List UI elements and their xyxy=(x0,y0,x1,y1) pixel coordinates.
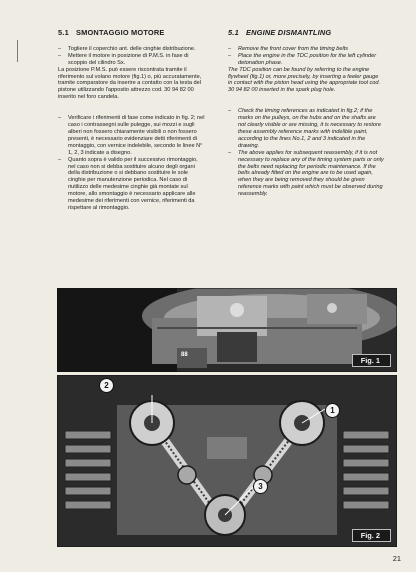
english-paragraph xyxy=(228,46,384,53)
english-paragraph xyxy=(228,108,384,149)
italian-paragraph xyxy=(58,46,206,53)
english-section-number: 5.1 xyxy=(228,28,239,37)
paragraph-text: Verificare i riferimenti di fase come indicato in fig. 2; nel caso i contrassegni sulle pulegge, sui mozzi e sugli alberi non fossero chiaramente visibili o non fossero presenti, è necessario evidenziare detti riferimenti di montaggio, con vernice indelebile, secondo le linee N° 1, 2, 3 indicate a disegno. xyxy=(68,115,205,156)
english-paragraph xyxy=(228,150,384,198)
flywheel-mark: 88 xyxy=(181,352,188,358)
flywheel-illustration xyxy=(57,288,397,372)
italian-paragraph xyxy=(58,53,206,67)
figure-1-label: Fig. 1 xyxy=(352,354,391,367)
bullet-dash: – xyxy=(228,149,232,156)
bullet-dash: – xyxy=(58,45,62,52)
figure-1-photo xyxy=(57,288,397,372)
paragraph-text: The TDC position can be found by referring to the engine flywheel (fig.1) or, more precisely, by inserting a feeler gauge in contact with the piston head using the appropriate tool cod. 30 94 82 00 inserted in the spark plug hole. xyxy=(228,66,381,94)
paragraph-text: Remove the front cover from the timing belts xyxy=(238,45,349,52)
callout-3: 3 xyxy=(253,479,268,494)
paragraph-text: Check the timing references as indicated in fig.2; if the marks on the pulleys, on the hubs and on the shafts are not clearly visible or are missing, it is necessary to restore these assembly reference marks with indelible paint, according to the lines No.1, 2 and 3 indicated in the drawing. xyxy=(238,108,382,149)
italian-paragraph xyxy=(58,115,206,156)
english-paragraphs xyxy=(228,46,384,198)
bullet-dash: – xyxy=(58,156,62,163)
italian-column xyxy=(58,30,206,212)
paragraph-text: La posizione P.M.S. può essere riscontrata tramite il riferimento sul volano motore (fig.1) o, più accuratamente, tramite comparatore da inserire a contatto con la testa del pistone utilizzando l'apposito attrezzo cod. 30 94 82 00 inserito nel foro candela. xyxy=(58,66,202,101)
paragraph-gap xyxy=(58,101,206,115)
paragraph-text: Mettere il motore in posizione di P.M.S. in fase di scoppio del cilindro Sx. xyxy=(68,52,189,66)
paragraph-gap xyxy=(228,94,384,108)
paragraph-text: Togliere il coperchio ant. delle cinghie distribuzione. xyxy=(68,45,196,52)
binding-mark xyxy=(17,40,18,62)
page-number: 21 xyxy=(392,554,401,563)
italian-section-number: 5.1 xyxy=(58,28,69,37)
timing-belts-illustration xyxy=(57,375,397,547)
english-paragraph xyxy=(228,53,384,67)
callout-1: 1 xyxy=(325,403,340,418)
figure-2-photo xyxy=(57,375,397,547)
english-paragraph xyxy=(228,67,384,95)
english-section-title: ENGINE DISMANTLING xyxy=(246,28,332,37)
paragraph-text: The above applies for subsequent reassembly, if it is not necessary to replace any of the timing system parts or only the belts need replacing for periodic maintenance. If the belts already fitted on the engine are to be used again, when they are being removed they should be given reference marks with paint which must be observed during reassembly. xyxy=(238,149,384,198)
english-column xyxy=(228,30,384,198)
bullet-dash: – xyxy=(228,108,232,115)
bullet-dash: – xyxy=(228,52,232,59)
figure-2-label: Fig. 2 xyxy=(352,529,391,542)
italian-paragraph xyxy=(58,157,206,212)
callout-2: 2 xyxy=(99,378,114,393)
bullet-dash: – xyxy=(58,52,62,59)
paragraph-text: Place the engine in the TDC position for the left cylinder detonation phase. xyxy=(238,52,377,66)
paragraph-text: Quanto sopra è valido per il successivo rimontaggio, nel caso non si debba sostituire alcuno degli organi della distribuzione o si debbano sostituire le sole cinghie per manutenzione periodica. Nel caso di riutilizzo delle medesime cinghie già montate sul motore, allo smontaggio è necessario applicare alle medesime dei riferimenti con vernice, riferimenti da rispettare al rimontaggio. xyxy=(68,156,198,211)
bullet-dash: – xyxy=(228,45,232,52)
bullet-dash: – xyxy=(58,115,62,122)
italian-section-title: SMONTAGGIO MOTORE xyxy=(76,28,165,37)
italian-heading xyxy=(58,30,206,37)
italian-paragraph xyxy=(58,67,206,102)
english-heading xyxy=(228,30,384,37)
italian-paragraphs xyxy=(58,46,206,212)
